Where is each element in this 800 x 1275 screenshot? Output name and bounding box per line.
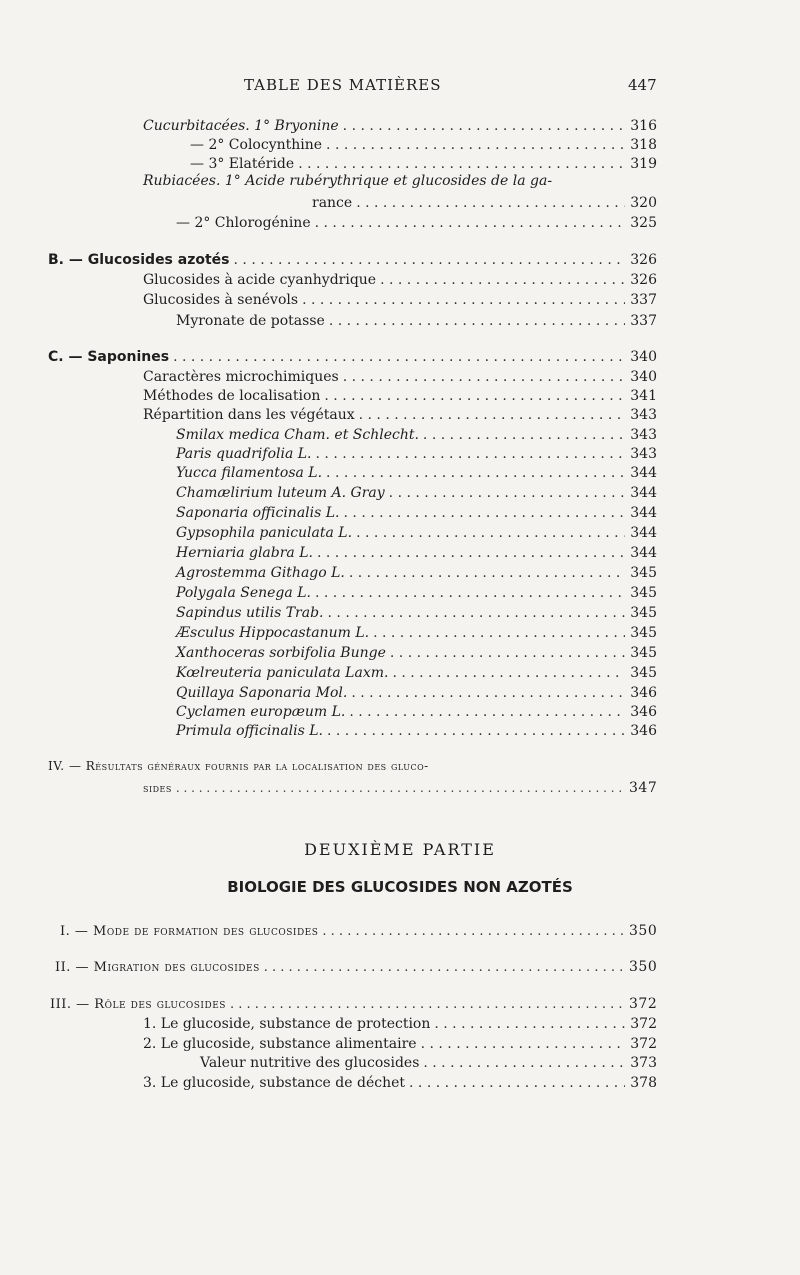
toc-entry: rance . . . 320 <box>312 193 657 213</box>
toc-entry-species: Cyclamen europæum L. . . . 346 <box>176 702 657 722</box>
toc-entry: — 3° Elatéride . . . 319 <box>190 154 657 174</box>
running-head-title: TABLE DES MATIÈRES <box>244 76 442 94</box>
toc-entry-species: Chamælirium luteum A. Gray . . . 344 <box>176 483 657 503</box>
toc-entry-species: Gypsophila paniculata L. . . . 344 <box>176 523 657 543</box>
toc-section-heading: III. — Rôle des glucosides . . . 372 <box>50 994 657 1014</box>
toc-entry: Myronate de potasse . . . 337 <box>176 311 657 331</box>
toc-section-heading: I. — Mode de formation des glucosides . . . 350 <box>60 921 657 941</box>
toc-entry: Répartition dans les végétaux . . . 343 <box>143 405 657 425</box>
toc-entry-species: Sapindus utilis Trab. . . . 345 <box>176 603 657 623</box>
toc-entry-species: Paris quadrifolia L. . . . 343 <box>176 444 657 464</box>
toc-entry-species: Herniaria glabra L. . . . 344 <box>176 543 657 563</box>
toc-entry: Glucosides à acide cyanhydrique . . . 326 <box>143 270 657 290</box>
toc-section-heading: C. — Saponines . . . 340 <box>48 347 657 367</box>
toc-entry: Caractères microchimiques . . . 340 <box>143 367 657 387</box>
toc-entry-species: Saponaria officinalis L. . . . 344 <box>176 503 657 523</box>
toc-entry: — 2° Colocynthine . . . 318 <box>190 135 657 155</box>
toc-entry-species: Polygala Senega L. . . . 345 <box>176 583 657 603</box>
toc-entry-species: Primula officinalis L. . . . 346 <box>176 721 657 741</box>
toc-entry: Glucosides à senévols . . . 337 <box>143 290 657 310</box>
toc-entry-species: Agrostemma Githago L. . . . 345 <box>176 563 657 583</box>
running-head-page-number: 447 <box>628 76 657 94</box>
toc-entry-species: Æsculus Hippocastanum L. . . . 345 <box>176 623 657 643</box>
part-title: DEUXIÈME PARTIE <box>304 840 496 859</box>
toc-entry-species: Yucca filamentosa L. . . . 344 <box>176 463 657 483</box>
toc-section-heading: B. — Glucosides azotés . . . 326 <box>48 250 657 270</box>
toc-section-heading-wrapped: IV. — Résultats généraux fournis par la localisation des gluco- <box>48 759 429 773</box>
toc-section-heading: II. — Migration des glucosides . . . 350 <box>55 957 657 977</box>
toc-entry: Méthodes de localisation . . . 341 <box>143 386 657 406</box>
toc-entry-species: Xanthoceras sorbifolia Bunge . . . 345 <box>176 643 657 663</box>
toc-entry: 2. Le glucoside, substance alimentaire . . . 372 <box>143 1034 657 1054</box>
toc-entry: — 2° Chlorogénine . . . 325 <box>176 213 657 233</box>
toc-entry: Cucurbitacées. 1° Bryonine . . . 316 <box>143 116 657 136</box>
toc-entry-species: Quillaya Saponaria Mol. . . . 346 <box>176 683 657 703</box>
toc-entry-species: Kœlreuteria paniculata Laxm. . . . 345 <box>176 663 657 683</box>
toc-entry-species: Smilax medica Cham. et Schlecht. . . . 343 <box>176 425 657 445</box>
toc-entry: 3. Le glucoside, substance de déchet . . . 378 <box>143 1073 657 1093</box>
toc-entry: sides . . . 347 <box>143 778 657 798</box>
part-subtitle: BIOLOGIE DES GLUCOSIDES NON AZOTÉS <box>227 878 573 896</box>
toc-entry: Valeur nutritive des glucosides . . . 373 <box>200 1053 657 1073</box>
toc-entry: 1. Le glucoside, substance de protection . . . 372 <box>143 1014 657 1034</box>
toc-entry-wrapped: Rubiacées. 1° Acide rubérythrique et glucosides de la ga- <box>143 173 553 189</box>
